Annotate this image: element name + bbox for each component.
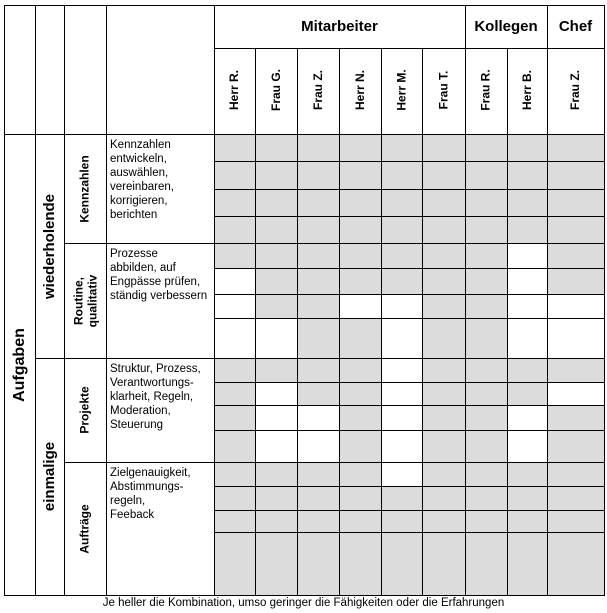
matrix-cell: [381, 268, 422, 294]
matrix-cell: [547, 294, 604, 318]
matrix-cell: [214, 216, 255, 243]
matrix-cell: [255, 243, 297, 268]
matrix-cell: [297, 318, 339, 358]
matrix-cell: [255, 462, 297, 486]
matrix-cell: [297, 382, 339, 405]
matrix-cell: [255, 294, 297, 318]
matrix-cell: [507, 382, 547, 405]
matrix-cell: [465, 405, 507, 430]
matrix-cell: [547, 430, 604, 462]
matrix-cell: [297, 405, 339, 430]
group-header: Mitarbeiter: [301, 18, 378, 35]
matrix-cell: [381, 486, 422, 510]
matrix-cell: [422, 268, 465, 294]
group-header: Kollegen: [474, 18, 538, 35]
matrix-cell: [339, 532, 381, 595]
matrix-cell: [297, 294, 339, 318]
matrix-cell: [465, 532, 507, 595]
matrix-cell: [339, 358, 381, 382]
matrix-cell: [422, 134, 465, 161]
person-header-cell: [465, 60, 507, 120]
matrix-cell: [339, 189, 381, 216]
category-label-cell: [35, 134, 64, 358]
matrix-cell: [547, 462, 604, 486]
matrix-cell: [214, 243, 255, 268]
matrix-cell: [507, 189, 547, 216]
grid-line: [214, 5, 215, 596]
matrix-cell: [507, 268, 547, 294]
matrix-cell: [214, 430, 255, 462]
grid-line: [381, 48, 382, 596]
matrix-cell: [339, 510, 381, 532]
matrix-cell: [547, 486, 604, 510]
matrix-cell: [381, 430, 422, 462]
row-group-label: [4, 134, 35, 595]
person-header-cell: [339, 60, 381, 120]
matrix-cell: [255, 382, 297, 405]
section-description: Kennzahlen entwickeln, auswählen, vereinbaren, korrigieren, berichten: [110, 139, 174, 221]
grid-line: [214, 532, 605, 533]
grid-line: [106, 5, 107, 596]
matrix-cell: [465, 161, 507, 189]
footer-note: Je heller die Kombination, umso geringer die Fähigkeiten oder die Erfahrungen: [102, 597, 505, 609]
section-label-cell: [64, 462, 106, 595]
matrix-cell: [214, 358, 255, 382]
matrix-cell: [507, 532, 547, 595]
matrix-cell: [465, 382, 507, 405]
matrix-cell: [339, 382, 381, 405]
person-name: Frau Z.: [568, 69, 583, 111]
matrix-cell: [465, 462, 507, 486]
matrix-cell: [297, 268, 339, 294]
matrix-cell: [297, 462, 339, 486]
matrix-cell: [422, 430, 465, 462]
matrix-cell: [297, 510, 339, 532]
matrix-cell: [465, 318, 507, 358]
matrix-cell: [381, 216, 422, 243]
matrix-cell: [465, 486, 507, 510]
grid-line: [35, 5, 36, 596]
grid-line: [214, 462, 605, 463]
grid-line: [214, 189, 605, 190]
matrix-cell: [297, 486, 339, 510]
matrix-cell: [547, 216, 604, 243]
matrix-cell: [465, 358, 507, 382]
category-label-cell: [35, 358, 64, 595]
category-label: einmalige: [41, 441, 59, 512]
matrix-cell: [339, 405, 381, 430]
grid-line: [214, 382, 605, 383]
matrix-cell: [255, 358, 297, 382]
group-header: Chef: [558, 18, 593, 35]
grid-line: [4, 5, 5, 596]
matrix-cell: [507, 462, 547, 486]
matrix-cell: [214, 268, 255, 294]
matrix-cell: [507, 318, 547, 358]
section-label: Projekte: [78, 386, 93, 434]
matrix-cell: [339, 243, 381, 268]
matrix-cell: [297, 532, 339, 595]
matrix-cell: [214, 532, 255, 595]
matrix-cell: [422, 189, 465, 216]
matrix-cell: [547, 532, 604, 595]
matrix-cell: [381, 358, 422, 382]
matrix-cell: [255, 318, 297, 358]
matrix-cell: [422, 294, 465, 318]
matrix-cell: [214, 189, 255, 216]
grid-line: [214, 134, 605, 135]
matrix-cell: [507, 430, 547, 462]
matrix-cell: [339, 430, 381, 462]
matrix-cell: [465, 268, 507, 294]
matrix-cell: [507, 216, 547, 243]
matrix-cell: [422, 318, 465, 358]
matrix-cell: [507, 358, 547, 382]
grid-line: [214, 268, 605, 269]
matrix-cell: [381, 405, 422, 430]
person-header-cell: [214, 60, 255, 120]
matrix-cell: [255, 510, 297, 532]
matrix-cell: [547, 189, 604, 216]
section-description: Prozesse abbilden, auf Engpässe prüfen, ständig verbessern: [110, 248, 208, 302]
matrix-cell: [339, 294, 381, 318]
grid-line: [214, 294, 605, 295]
matrix-cell: [255, 405, 297, 430]
grid-line: [4, 5, 605, 6]
matrix-cell: [214, 161, 255, 189]
section-label: Routine, qualitativ: [71, 274, 99, 327]
section-label-cell: [64, 134, 106, 243]
matrix-cell: [339, 268, 381, 294]
matrix-cell: [507, 405, 547, 430]
person-header-cell: [255, 60, 297, 120]
matrix-cell: [422, 382, 465, 405]
matrix-cell: [255, 268, 297, 294]
matrix-cell: [255, 189, 297, 216]
matrix-cell: [297, 216, 339, 243]
person-header-cell: [297, 60, 339, 120]
matrix-cell: [214, 510, 255, 532]
matrix-cell: [255, 216, 297, 243]
person-header-cell: [547, 60, 604, 120]
matrix-cell: [507, 510, 547, 532]
grid-line: [339, 48, 340, 596]
grid-line: [547, 5, 548, 596]
matrix-cell: [297, 134, 339, 161]
matrix-cell: [214, 405, 255, 430]
grid-line: [422, 48, 423, 596]
matrix-cell: [339, 134, 381, 161]
matrix-cell: [422, 532, 465, 595]
matrix-cell: [297, 161, 339, 189]
person-name: Frau G.: [269, 68, 284, 112]
matrix-cell: [547, 510, 604, 532]
matrix-cell: [465, 216, 507, 243]
grid-line: [214, 595, 605, 596]
grid-line: [214, 510, 605, 511]
person-name: Herr R.: [227, 69, 242, 111]
matrix-cell: [339, 318, 381, 358]
matrix-cell: [381, 189, 422, 216]
matrix-cell: [339, 486, 381, 510]
grid-line: [214, 358, 605, 359]
matrix-cell: [297, 243, 339, 268]
person-header-cell: [381, 60, 422, 120]
matrix-cell: [465, 430, 507, 462]
matrix-cell: [255, 486, 297, 510]
matrix-cell: [422, 243, 465, 268]
section-label: Aufträge: [78, 503, 92, 554]
section-description: Struktur, Prozess, Verantwortungs- klarheit, Regeln, Moderation, Steuerung: [110, 363, 201, 431]
matrix-cell: [547, 268, 604, 294]
matrix-cell: [547, 318, 604, 358]
matrix-cell: [381, 243, 422, 268]
matrix-cell: [339, 216, 381, 243]
matrix-cell: [297, 430, 339, 462]
matrix-cell: [255, 532, 297, 595]
matrix-cell: [547, 405, 604, 430]
person-name: Frau T.: [436, 70, 451, 110]
matrix-cell: [547, 134, 604, 161]
grid-line: [64, 5, 65, 596]
matrix-cell: [381, 134, 422, 161]
grid-line: [214, 430, 605, 431]
grid-line: [214, 405, 605, 406]
grid-line: [604, 5, 605, 596]
matrix-cell: [507, 243, 547, 268]
section-label-cell: [64, 358, 106, 462]
person-name: Frau Z.: [310, 69, 325, 111]
grid-line: [214, 216, 605, 217]
matrix-cell: [547, 358, 604, 382]
matrix-cell: [547, 243, 604, 268]
matrix-cell: [547, 382, 604, 405]
matrix-cell: [381, 532, 422, 595]
section-label: Kennzahlen: [78, 154, 92, 223]
matrix-cell: [381, 510, 422, 532]
matrix-cell: [381, 462, 422, 486]
matrix-cell: [465, 189, 507, 216]
matrix-cell: [507, 486, 547, 510]
matrix-cell: [339, 462, 381, 486]
matrix-cell: [465, 134, 507, 161]
matrix-cell: [214, 382, 255, 405]
matrix-cell: [422, 405, 465, 430]
matrix-cell: [339, 161, 381, 189]
matrix-cell: [422, 486, 465, 510]
person-header-cell: [507, 60, 547, 120]
matrix-cell: [214, 318, 255, 358]
matrix-cell: [465, 294, 507, 318]
grid-line: [214, 486, 605, 487]
matrix-cell: [214, 294, 255, 318]
matrix-cell: [214, 462, 255, 486]
matrix-cell: [507, 161, 547, 189]
person-header-cell: [422, 60, 465, 120]
matrix-cell: [255, 430, 297, 462]
matrix-cell: [507, 134, 547, 161]
grid-line: [214, 318, 605, 319]
matrix-cell: [214, 486, 255, 510]
main-row-label: Aufgaben: [10, 327, 28, 402]
matrix-cell: [422, 462, 465, 486]
person-name: Herr M.: [394, 69, 409, 111]
matrix-cell: [507, 294, 547, 318]
person-name: Frau R.: [479, 69, 493, 111]
matrix-cell: [381, 294, 422, 318]
grid-line: [214, 161, 605, 162]
person-name: Herr N.: [352, 69, 367, 111]
grid-line: [507, 48, 508, 596]
matrix-cell: [255, 161, 297, 189]
matrix-cell: [422, 358, 465, 382]
matrix-cell: [422, 510, 465, 532]
matrix-cell: [547, 161, 604, 189]
category-label: wiederholende: [41, 193, 58, 299]
matrix-cell: [297, 189, 339, 216]
grid-line: [255, 48, 256, 596]
matrix-cell: [214, 134, 255, 161]
matrix-cell: [297, 358, 339, 382]
matrix-cell: [381, 382, 422, 405]
matrix-cell: [465, 243, 507, 268]
matrix-cell: [465, 510, 507, 532]
person-name: Herr B.: [520, 69, 535, 111]
matrix-cell: [422, 216, 465, 243]
grid-line: [297, 48, 298, 596]
matrix-cell: [422, 161, 465, 189]
grid-line: [214, 243, 605, 244]
grid-line: [465, 5, 466, 596]
matrix-cell: [255, 134, 297, 161]
matrix-cell: [381, 161, 422, 189]
matrix-cell: [381, 318, 422, 358]
section-label-cell: [64, 243, 106, 358]
section-description: Zielgenauigkeit, Abstimmungs- regeln, Feeback: [110, 467, 191, 521]
